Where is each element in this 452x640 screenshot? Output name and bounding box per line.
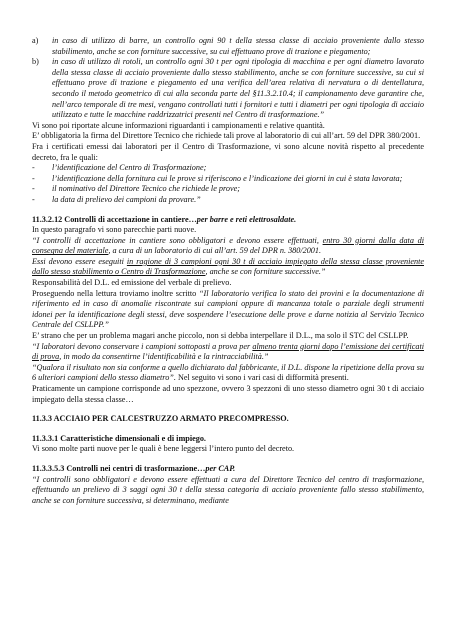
dash-marker: - bbox=[32, 163, 35, 173]
document-page bbox=[32, 36, 424, 506]
quote-text: , a cura di un laboratorio di cui all’art. 59 del DPR n. 380/2001. bbox=[108, 246, 322, 256]
section-heading-11-3-3-5-3 bbox=[32, 464, 424, 475]
quote-underlined: almeno trenta giorni dopo l’emissione dei certificati di prova bbox=[32, 341, 425, 362]
heading-number: 11.3.2.12 Controlli di accettazione in cantiere… bbox=[32, 214, 197, 224]
heading-subtitle: per barre e reti elettrosaldate. bbox=[196, 214, 297, 224]
list-item-a bbox=[32, 36, 424, 57]
heading-subtitle: per CAP. bbox=[205, 463, 236, 473]
dash-marker: - bbox=[32, 173, 35, 183]
paragraph-laboratorio bbox=[32, 289, 424, 331]
quote-text: “I laboratori devono conservare i campioni sottoposti a prova per bbox=[32, 341, 253, 351]
list-item-b bbox=[32, 57, 424, 121]
quote-controlli bbox=[32, 236, 424, 257]
paragraph-text: Proseguendo nella lettura troviamo inoltre scritto bbox=[32, 288, 199, 298]
dash-item bbox=[32, 174, 424, 185]
dash-marker: - bbox=[32, 184, 35, 194]
paragraph-strano: E’ strano che per un problema magari anche piccolo, non si debba interpellare il D.L., ma solo il STC del CSLLPP. bbox=[32, 331, 409, 341]
quote-text: , anche se con forniture successive.” bbox=[205, 267, 326, 277]
quote-text: , in modo da consentirne l’identificabilità e la rintracciabilità.” bbox=[59, 352, 269, 362]
quote-underlined: in ragione di 3 campioni ogni 30 t di acciaio impiegato della stessa classe proveniente dallo stesso stabilimento o Centro di Trasformazione bbox=[32, 256, 424, 277]
paragraph-spezzoni: Praticamente un campione corrisponde ad uno spezzone, ovvero 3 spezzoni di uno stesso diametro ogni 30 t di acciaio impiegato della stessa classe… bbox=[32, 384, 424, 404]
dash-text: il nominativo del Direttore Tecnico che richiede le prove; bbox=[52, 184, 240, 194]
dash-item bbox=[32, 184, 424, 195]
list-text: in caso di utilizzo di barre, un controllo ogni 90 t della stessa classe di acciaio proveniente dallo stesso stabilimento, anche se con forniture successive, su cui effettuano prove di trazione e piegamento; bbox=[52, 36, 424, 56]
quote-text: Essi devono essere eseguiti bbox=[32, 256, 127, 266]
quote-conservare bbox=[32, 342, 424, 363]
paragraph-responsabilita: Responsabilità del D.L. ed emissione del verbale di prelievo. bbox=[32, 278, 232, 288]
dash-text: l’identificazione della fornitura cui le prove si riferiscono e l’indicazione dei giorni in cui è stata lavorata; bbox=[52, 173, 403, 183]
paragraph-parti-nuove: Vi sono molte parti nuove per le quali è bene leggersi l’intero punto del decreto. bbox=[32, 444, 295, 454]
quote-text: “Qualora il risultato non sia conforme a quello dichiarato dal fabbricante, il D.L. dispone la ripetizione della prova su 6 ulteriori campioni dello stesso diametro”. bbox=[32, 362, 424, 383]
quote-cap-controlli: “I controlli sono obbligatori e devono essere effettuati a cura del Direttore Tecnico del centro di trasformazione, effettuando un prelievo di 3 saggi ogni 30 t della stessa categoria di acciaio proveniente fallo stesso stabilimento, anche se con forniture successiva, si determinano, mediante bbox=[32, 474, 424, 505]
list-marker: b) bbox=[32, 57, 39, 67]
list-marker: a) bbox=[32, 36, 39, 45]
dash-item bbox=[32, 195, 424, 206]
quote-text: “I controlli di accettazione in cantiere sono obbligatori e devono essere effettuati, bbox=[32, 235, 323, 245]
paragraph-text: Nel seguito vi sono i vari casi di difformità presenti. bbox=[175, 373, 349, 383]
dash-item bbox=[32, 163, 424, 174]
paragraph-intro: In questo paragrafo vi sono parecchie parti nuove. bbox=[32, 225, 197, 235]
paragraph-certificati: Fra i certificati emessi dai laboratori per il Centro di Trasformazione, vi sono alcune novità rispetto al precedente decreto, fra le quali: bbox=[32, 141, 424, 162]
dash-text: la data di prelievo dei campioni da provare.” bbox=[52, 194, 201, 204]
list-text: in caso di utilizzo di rotoli, un controllo ogni 30 t per ogni tipologia di macchina e per ogni diametro lavorato della stessa classe di acciaio proveniente dallo stesso stabilimento, anche se con forniture successive, su cui si effettuano prove di trazione e piegamento ed una verifica dell’area relativa di nervatura o di dentellatura, secondo il metodo geometrico di cui alla seconda parte del §11.3.2.10.4; il campionamento deve garantire che, nell’arco temporale di tre mesi, vengano controllati tutti i fornitori e tutti i diametri per ogni tipologia di acciaio utilizzato e tutte le macchine raddrizzatrici presenti nel Centro di trasformazione.” bbox=[52, 57, 424, 120]
quote-text: “Il laboratorio verifica lo stato dei provini e la documentazione di riferimento ed in caso di anomalie riscontrate sui campioni oppure di mancanza totale o parziale degli strumenti idonei per la identificazione degli stessi, deve sospendere l’esecuzione delle prove e darne notizia al Servizio Tecnico Centrale del CSLLPP.” bbox=[32, 288, 424, 330]
heading-number: 11.3.3.5.3 Controlli nei centri di trasformazione… bbox=[32, 463, 206, 473]
quote-underlined: entro 30 giorni dalla data di consegna del materiale bbox=[32, 235, 424, 256]
dash-marker: - bbox=[32, 194, 35, 204]
quote-risultato bbox=[32, 363, 424, 384]
quote-campioni bbox=[32, 257, 424, 278]
section-heading-11-3-2-12 bbox=[32, 215, 424, 226]
section-heading-11-3-3-1: 11.3.3.1 Caratteristiche dimensionali e di impiego. bbox=[32, 433, 206, 443]
paragraph-campionamenti: Vi sono poi riportate alcune informazioni riguardanti i campionamenti e relative quantità. bbox=[32, 120, 325, 130]
dash-text: l’identificazione del Centro di Trasformazione; bbox=[52, 163, 207, 173]
section-heading-11-3-3: 11.3.3 ACCIAIO PER CALCESTRUZZO ARMATO PRECOMPRESSO. bbox=[32, 414, 289, 424]
paragraph-firma: E’ obbligatoria la firma del Direttore Tecnico che richiede tali prove al laboratorio di cui all’art. 59 del DPR 380/2001. bbox=[32, 131, 421, 141]
